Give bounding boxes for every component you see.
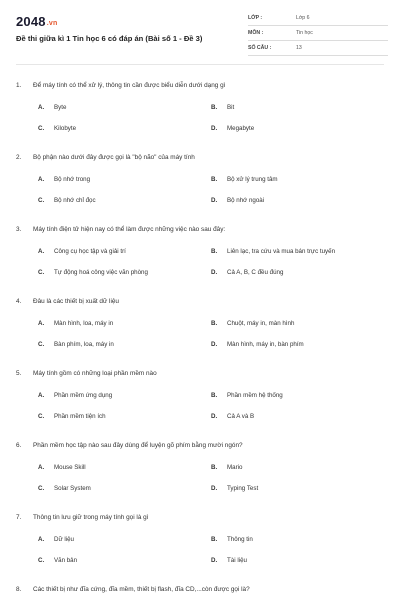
option-text: Solar System [54, 485, 91, 492]
question-text [16, 586, 250, 593]
question-prompt: Thông tin lưu giữ trong máy tính gọi là gì [33, 514, 149, 521]
question-prompt: Để máy tính có thể xử lý, thông tin cần được biểu diễn dưới dạng gì [33, 82, 226, 89]
option-c[interactable] [38, 197, 96, 204]
question-text [16, 226, 225, 233]
question-3 [16, 218, 384, 290]
option-letter: B. [211, 248, 218, 255]
exam-title: Đề thi giữa kì 1 Tin học 6 có đáp án (Bài số 1 - Đề 3) [16, 34, 203, 43]
exam-meta [248, 12, 388, 57]
exam-header [16, 12, 384, 60]
option-d[interactable] [211, 197, 264, 204]
question-text [16, 514, 148, 521]
option-letter: D. [211, 197, 218, 204]
option-text: Byte [54, 104, 67, 111]
meta-value-subject: Tin học [296, 30, 313, 36]
option-text: Mouse Skill [54, 464, 86, 471]
option-b[interactable] [211, 464, 242, 471]
logo-suffix: .vn [46, 20, 58, 27]
question-text [16, 298, 119, 305]
option-d[interactable] [211, 413, 254, 420]
option-letter: D. [211, 413, 218, 420]
option-text: Bộ nhớ trong [54, 176, 91, 183]
option-c[interactable] [38, 125, 76, 132]
option-text: Tài liệu [227, 557, 247, 564]
question-text [16, 370, 157, 377]
header-divider [16, 64, 384, 65]
option-d[interactable] [211, 269, 283, 276]
option-letter: B. [211, 392, 218, 399]
option-c[interactable] [38, 341, 114, 348]
meta-label-count: SỐ CÂU : [248, 45, 272, 51]
meta-value-count: 13 [296, 45, 302, 51]
option-text: Phần mềm tiện ích [54, 413, 106, 420]
option-text: Cả A và B [227, 413, 255, 420]
question-5 [16, 362, 384, 434]
option-c[interactable] [38, 413, 106, 420]
option-b[interactable] [211, 104, 234, 111]
option-letter: C. [38, 413, 45, 420]
option-d[interactable] [211, 341, 304, 348]
question-7 [16, 506, 384, 578]
question-text [16, 154, 195, 161]
option-d[interactable] [211, 125, 254, 132]
question-text [16, 82, 225, 89]
option-text: Typing Test [227, 485, 259, 492]
question-list [16, 74, 384, 600]
option-a[interactable] [38, 464, 86, 471]
option-b[interactable] [211, 392, 283, 399]
question-prompt: Bộ phận nào dưới đây được gọi là "bộ não" của máy tính [33, 154, 195, 161]
option-letter: D. [211, 341, 218, 348]
option-text: Bộ xử lý trung tâm [227, 176, 278, 183]
option-letter: D. [211, 269, 218, 276]
meta-value-class: Lớp 6 [296, 15, 310, 21]
question-2 [16, 146, 384, 218]
option-a[interactable] [38, 536, 74, 543]
question-prompt: Đâu là các thiết bị xuất dữ liệu [33, 298, 119, 305]
option-letter: C. [38, 269, 45, 276]
question-number: 1. [16, 82, 22, 89]
option-text: Công cụ học tập và giải trí [54, 248, 126, 255]
question-number: 3. [16, 226, 22, 233]
option-text: Bộ nhớ chỉ đọc [54, 197, 96, 204]
option-text: Màn hình, loa, máy in [54, 320, 114, 327]
option-text: Thông tin [227, 536, 253, 543]
option-letter: B. [211, 320, 218, 327]
question-4 [16, 290, 384, 362]
option-b[interactable] [211, 320, 294, 327]
option-b[interactable] [211, 176, 278, 183]
option-letter: A. [38, 320, 45, 327]
option-letter: C. [38, 197, 45, 204]
option-letter: A. [38, 536, 45, 543]
question-prompt: Phần mềm học tập nào sau đây dùng để luyện gõ phím bằng mười ngón? [33, 442, 243, 449]
option-text: Bàn phím, loa, máy in [54, 341, 114, 348]
option-text: Cả A, B, C đều đúng [227, 269, 284, 276]
option-letter: C. [38, 341, 45, 348]
question-number: 5. [16, 370, 22, 377]
option-text: Phần mềm hệ thống [227, 392, 283, 399]
option-text: Phần mềm ứng dụng [54, 392, 113, 399]
meta-row-subject [248, 27, 388, 41]
question-number: 7. [16, 514, 22, 521]
option-a[interactable] [38, 248, 126, 255]
option-b[interactable] [211, 536, 253, 543]
logo-text: 2048 [16, 14, 46, 29]
option-letter: C. [38, 485, 45, 492]
option-text: Dữ liệu [54, 536, 74, 543]
meta-row-count [248, 42, 388, 56]
option-a[interactable] [38, 392, 112, 399]
meta-label-class: LỚP : [248, 15, 263, 21]
question-prompt: Các thiết bị như đĩa cứng, đĩa mềm, thiết bị flash, đĩa CD,...còn được gọi là? [33, 586, 250, 593]
meta-row-class [248, 12, 388, 26]
question-number: 8. [16, 586, 22, 593]
option-c[interactable] [38, 485, 91, 492]
option-a[interactable] [38, 104, 66, 111]
option-letter: A. [38, 392, 45, 399]
option-d[interactable] [211, 557, 247, 564]
option-d[interactable] [211, 485, 258, 492]
option-letter: B. [211, 104, 218, 111]
question-number: 6. [16, 442, 22, 449]
option-letter: A. [38, 248, 45, 255]
option-letter: A. [38, 104, 45, 111]
option-c[interactable] [38, 269, 148, 276]
option-text: Kilobyte [54, 125, 77, 132]
question-6 [16, 434, 384, 506]
question-text [16, 442, 243, 449]
option-letter: C. [38, 125, 45, 132]
option-letter: B. [211, 464, 218, 471]
option-letter: D. [211, 485, 218, 492]
meta-label-subject: MÔN : [248, 30, 264, 36]
option-letter: C. [38, 557, 45, 564]
option-text: Bộ nhớ ngoài [227, 197, 265, 204]
question-prompt: Máy tính gồm có những loại phần mềm nào [33, 370, 157, 377]
question-number: 4. [16, 298, 22, 305]
option-letter: A. [38, 176, 45, 183]
site-logo[interactable] [16, 14, 57, 29]
option-letter: B. [211, 536, 218, 543]
option-text: Tự động hoá công việc văn phòng [54, 269, 148, 276]
option-letter: B. [211, 176, 218, 183]
question-prompt: Máy tính điện tử hiện nay có thể làm được những việc nào sau đây: [33, 226, 226, 233]
option-text: Màn hình, máy in, bàn phím [227, 341, 304, 348]
option-a[interactable] [38, 320, 113, 327]
option-letter: D. [211, 557, 218, 564]
option-b[interactable] [211, 248, 335, 255]
option-text: Văn bản [54, 557, 78, 564]
option-text: Bit [227, 104, 235, 111]
option-text: Megabyte [227, 125, 255, 132]
question-1 [16, 74, 384, 146]
option-text: Liên lạc, tra cứu và mua bán trực tuyến [227, 248, 336, 255]
option-text: Mario [227, 464, 243, 471]
option-text: Chuột, máy in, màn hình [227, 320, 295, 327]
option-a[interactable] [38, 176, 90, 183]
question-number: 2. [16, 154, 22, 161]
question-8 [16, 578, 384, 600]
option-c[interactable] [38, 557, 77, 564]
option-letter: D. [211, 125, 218, 132]
option-letter: A. [38, 464, 45, 471]
